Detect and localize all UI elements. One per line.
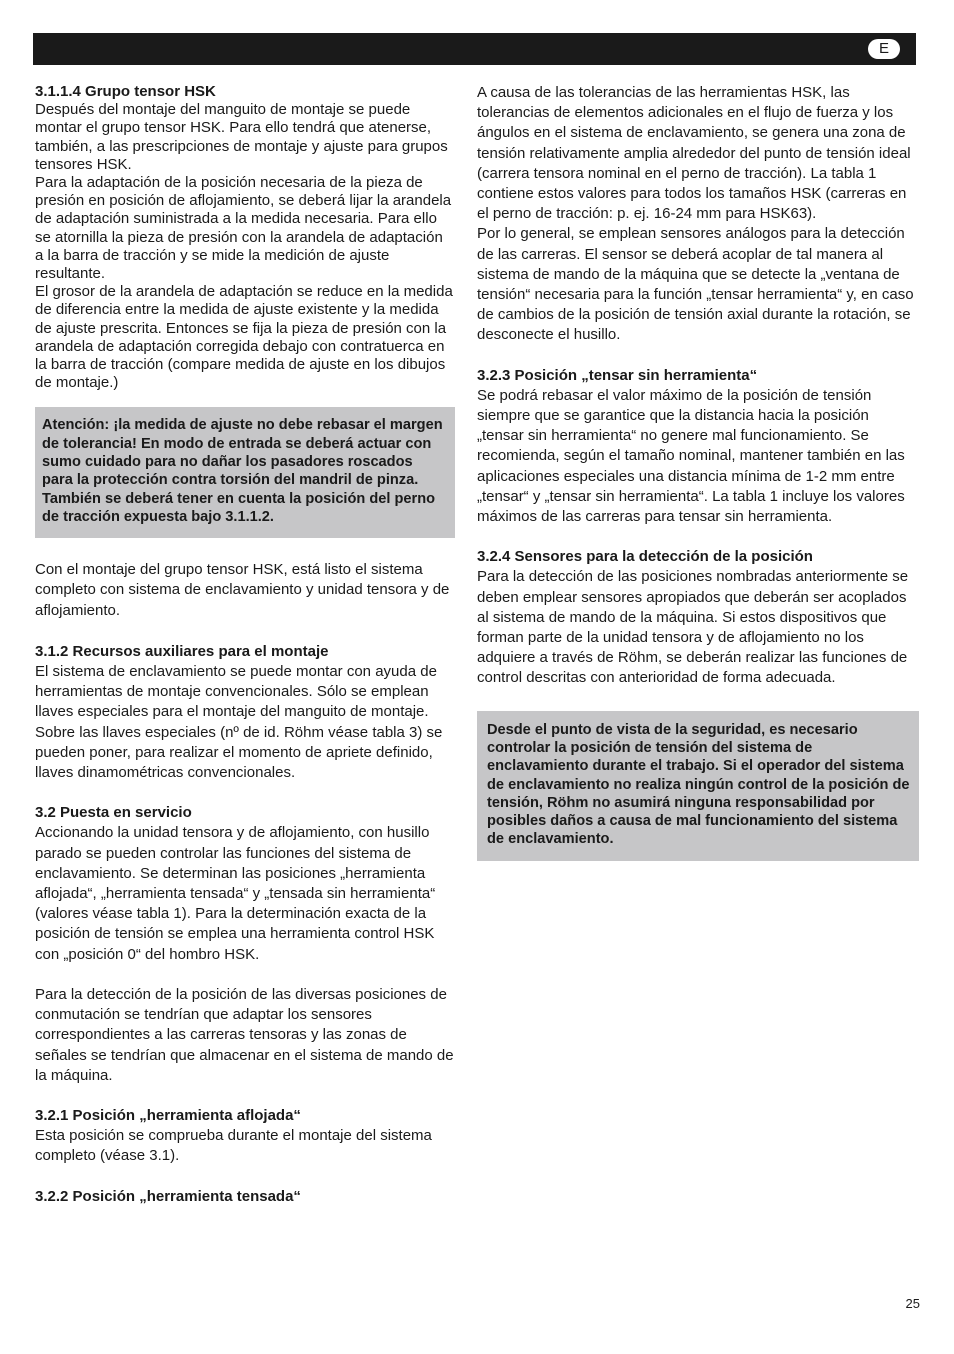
right-p1: A causa de las tolerancias de las herramientas HSK, las tolerancias de elementos adicionales en el flujo de fuerza y los ángulos en el sistema de enclavamiento, se genera una zona de tensión relativamente amplia alrededor del punto de tensión ideal (carrera tensora nominal en el perno de tracción). La tabla 1 contiene estos valores para todos los tamaños HSK (carreras en el perno de tracción: p. ej. 16-24 mm para HSK63).	[477, 84, 911, 223]
section-323	[477, 366, 919, 528]
section-3114-p1: Después del montaje del manguito de montaje se puede montar el grupo tensor HSK. Para ello tendrá que atenerse, también, a las prescripciones de montaje y ajuste para grupos tensores HSK.	[35, 101, 448, 173]
section-32-title: 3.2 Puesta en servicio	[35, 804, 192, 822]
language-badge: E	[868, 39, 900, 59]
warning-box-left: Atención: ¡la medida de ajuste no debe rebasar el margen de tolerancia! En modo de entrada se deberá actuar con sumo cuidado para no dañar los pasadores roscados para la protección contra torsión del mandril de pinza. También se deberá tener en cuenta la posición del perno de tracción expuesta bajo 3.1.1.2.	[35, 407, 455, 538]
section-322	[35, 1187, 455, 1207]
section-32	[35, 803, 455, 965]
warning-box-right: Desde el punto de vista de la seguridad, es necesario controlar la posición de tensión del sistema de enclavamiento durante el trabajo. Si el operador del sistema de enclavamiento no realiza ningún control de la posición de tensión, Röhm no asumirá ninguna responsabilidad por posibles daños a causa de mal funcionamiento del sistema de enclavamiento.	[477, 711, 919, 861]
section-324	[477, 547, 919, 688]
section-32-p2: Para la detección de la posición de las diversas posiciones de conmutación se tendrían que adaptar los sensores correspondientes a las carreras tensoras y las zonas de señales se tendrían que almacenar en el sistema de mando de la máquina.	[35, 985, 454, 1084]
left-column	[35, 83, 455, 1207]
section-3114	[35, 83, 455, 174]
right-p2: Por lo general, se emplean sensores análogos para la detección de las carreras. El sensor se deberá acoplar de tal manera al sistema de mando de la máquina que se detecte la „ventana de tensión“ necesaria para la función „tensar herramienta“ y, en caso de cambios de la posición de tensión axial durante la rotación, se desconecte el husillo.	[477, 225, 914, 344]
after-warning-text: Con el montaje del grupo tensor HSK, está listo el sistema completo con sistema de enclavamiento y unidad tensora y de aflojamiento.	[35, 561, 450, 619]
section-321-body: Esta posición se comprueba durante el montaje del sistema completo (véase 3.1).	[35, 1127, 432, 1165]
section-323-body: Se podrá rebasar el valor máximo de la posición de tensión siempre que se garantice que la distancia hacia la posición „tensar sin herramienta“ no genere mal funcionamiento. Se recomienda, según el tamaño nominal, mantener también en las aplicaciones especiales una distancia mínima de 1-2 mm entre „tensar“ y „tensar sin herramienta“. La tabla 1 incluye los valores máximos de las carreras para tensar sin herramienta.	[477, 386, 905, 526]
section-324-title: 3.2.4 Sensores para la detección de la posición	[477, 548, 813, 566]
section-3114-title: 3.1.1.4 Grupo tensor HSK	[35, 83, 216, 100]
section-32-p1: Accionando la unidad tensora y de aflojamiento, con husillo parado se pueden controlar las funciones del sistema de enclavamiento. Se determinan las posiciones „herramienta aflojada“, „herramienta tensada“ y „tensada sin herramienta“ (valores véase tabla 1). Para la determinación exacta de la posición de tensión se emplea una herramienta control HSK con „posición 0“ del hombro HSK.	[35, 824, 436, 963]
section-321	[35, 1106, 455, 1167]
right-column	[477, 83, 919, 861]
section-312-title: 3.1.2 Recursos auxiliares para el montaje	[35, 642, 329, 660]
section-321-title: 3.2.1 Posición „herramienta aflojada“	[35, 1106, 301, 1124]
page-number: 25	[905, 1296, 920, 1311]
section-324-body: Para la detección de las posiciones nombradas anteriormente se deben emplear sensores apropiados que deberán ser acoplados al sistema de mando de la máquina. Si estos dispositivos que forman parte de la unidad tensora y de aflojamiento no los adquiere a través de Röhm, se deberán realizar las funciones de control descritas con anterioridad de forma adecuada.	[477, 568, 909, 687]
section-312-body: El sistema de enclavamiento se puede montar con ayuda de herramientas de montaje convencionales. Sólo se emplean llaves especiales para el montaje del manguito de montaje. Sobre las llaves especiales (nº de id. Röhm véase tabla 3) se pueden poner, para realizar el momento de apriete definido, llaves dinamométricas convencionales.	[35, 663, 443, 782]
header-bar	[33, 33, 916, 65]
section-323-title: 3.2.3 Posición „tensar sin herramienta“	[477, 366, 758, 384]
section-312	[35, 642, 455, 783]
section-3114-p2: Para la adaptación de la posición necesaria de la pieza de presión en posición de aflojamiento, se deberá lijar la arandela de adaptación suministrada a la medida necesaria. Para ello se atornilla la pieza de presión con la arandela de adaptación a la barra de tracción y se mide la medición de ajuste resultante.	[35, 174, 452, 283]
section-322-title: 3.2.2 Posición „herramienta tensada“	[35, 1187, 301, 1205]
section-3114-p3: El grosor de la arandela de adaptación se reduce en la medida de diferencia entre la medida de ajuste existente y la medida de ajuste prescrita. Entonces se fija la pieza de presión con la arandela de adaptación corregida debajo con contratuerca en la barra de tracción (compare medida de ajuste en los dibujos de montaje.)	[35, 283, 453, 392]
